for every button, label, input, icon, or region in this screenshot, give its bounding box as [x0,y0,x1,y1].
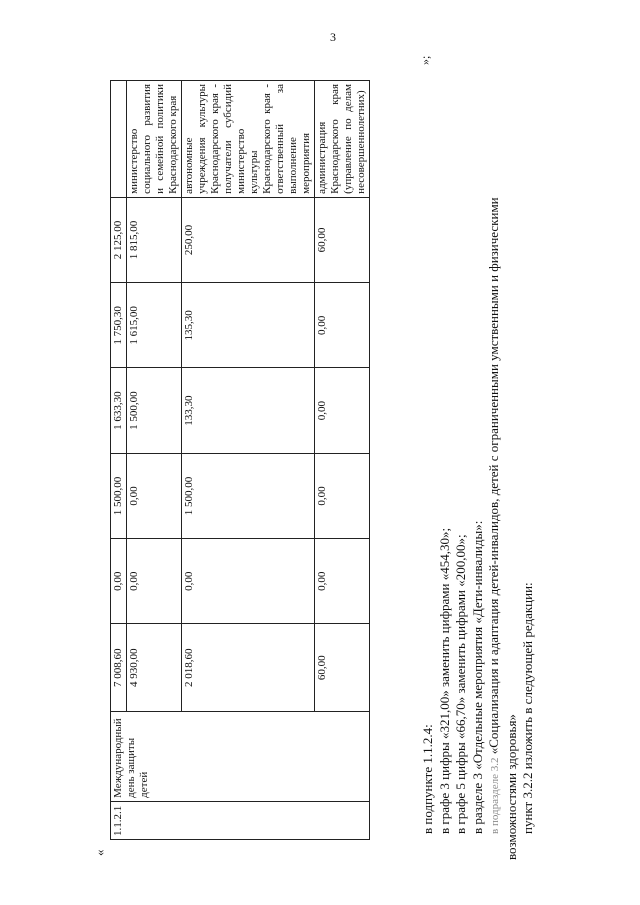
paragraph-prefix: в подразделе 3.2 [489,757,501,834]
paragraph: в разделе 3 «Отдельные мероприятия «Дети-инвалиды»: [469,520,485,834]
cell-year: 0,00 [127,539,182,624]
cell-year: 1 750,30 [111,283,127,368]
cell-year: 0,00 [182,539,315,624]
budget-table [110,80,370,840]
cell-year: 0,00 [315,368,370,453]
cell-year: 0,00 [315,539,370,624]
cell-year: 0,00 [111,539,127,624]
cell-responsible: автономные учреждения культуры Краснодарского края - получатели субсидий министерство культуры Краснодарского края - ответственный за выполнение мероприятия [182,81,315,198]
cell-year: 1 500,00 [111,453,127,538]
cell-year: 0,00 [315,283,370,368]
rotated-page-content [0,55,640,860]
cell-year: 1 500,00 [127,368,182,453]
paragraph: в графе 3 цифры «321,00» заменить цифрами «454,30»; [436,527,452,834]
paragraph: в графе 5 цифры «66,70» заменить цифрами «200,00»; [453,534,468,834]
cell-year: 1 500,00 [182,453,315,538]
table-row [111,81,127,840]
paragraph: возможностями здоровья» [503,714,519,860]
cell-year: 0,00 [315,453,370,538]
amendment-text [420,70,537,860]
paragraph: пункт 3.2.2 изложить в следующей редакции: [520,582,535,834]
cell-year: 250,00 [182,197,315,282]
cell-total: 4 930,00 [127,624,182,712]
item-name: Международный день защиты детей [111,712,370,802]
cell-year: 0,00 [127,453,182,538]
cell-responsible: министерство социального развития и семейной политики Краснодарского края [127,81,182,198]
paragraph-text: «Социализация и адаптация детей-инвалидов, детей с ограниченными умственными и физическими [486,197,501,758]
cell-year: 1 815,00 [127,197,182,282]
cell-year: 60,00 [315,197,370,282]
paragraph [486,70,504,860]
cell-responsible: администрация Краснодарского края (управление по делам несовершеннолетних) [315,81,370,198]
page-number: 3 [330,30,336,44]
cell-responsible [111,81,127,198]
cell-total: 60,00 [315,624,370,712]
cell-year: 135,30 [182,283,315,368]
closing-quote: »; [418,55,432,65]
cell-year: 133,30 [182,368,315,453]
opening-quote: « [92,849,107,856]
cell-total: 7 008,60 [111,624,127,712]
cell-total: 2 018,60 [182,624,315,712]
paragraph: в подпункте 1.1.2.4: [420,724,435,834]
cell-year: 1 615,00 [127,283,182,368]
cell-year: 1 633,30 [111,368,127,453]
cell-year: 2 125,00 [111,197,127,282]
item-code: 1.1.2.1 [111,801,370,839]
